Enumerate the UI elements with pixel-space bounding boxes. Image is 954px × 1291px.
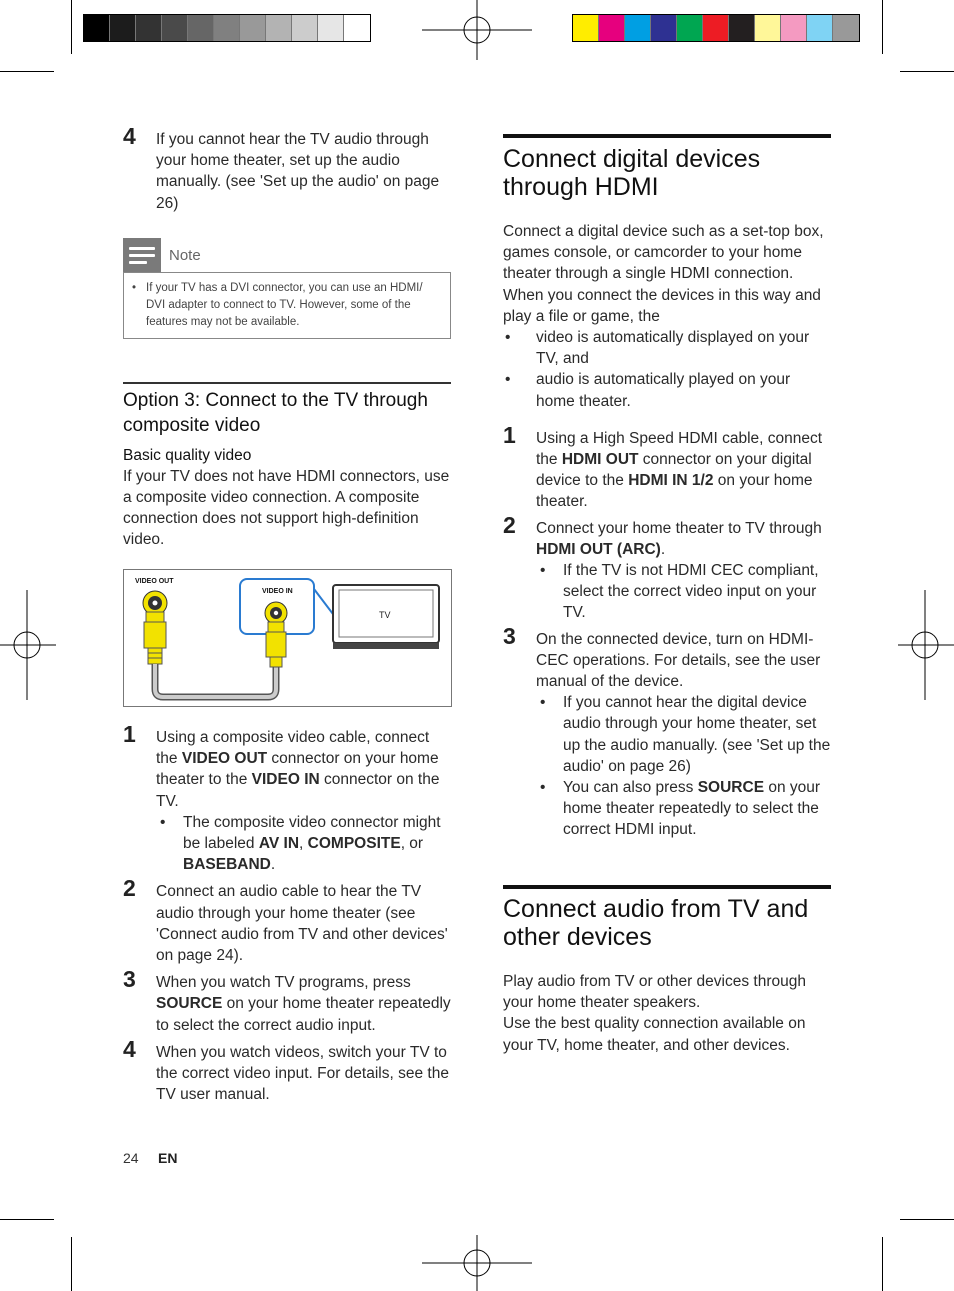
composite-connection-diagram [123, 569, 452, 707]
note-title: Note [169, 246, 201, 264]
sub-text: on your home theater repeatedly to select the correct HDMI input. [563, 779, 821, 839]
bullet: • [540, 562, 546, 580]
video-in-label: VIDEO IN [262, 588, 293, 595]
bold-term: AV IN [258, 835, 300, 853]
tv-label: TV [379, 610, 391, 620]
step-1-sub [156, 812, 453, 876]
registration-mark-right [898, 590, 954, 700]
bold-term: HDMI OUT (ARC) [536, 540, 661, 558]
step-3 [123, 966, 453, 1036]
grayscale-swatch [136, 15, 162, 41]
registration-mark-bottom [422, 1235, 532, 1291]
step-number: 2 [123, 875, 136, 902]
language-code: EN [158, 1150, 178, 1166]
step-text: Using a High Speed HDMI cable, connect the [536, 429, 823, 469]
hdmi-step-3-sub-1 [536, 692, 831, 777]
step-text: connector on your home theater to the [156, 750, 439, 789]
sub-text: . [270, 856, 276, 874]
step-text: If you cannot hear the TV audio through your home theater, set up the audio manually. (see 'Set up the audio' on page 26) [156, 131, 440, 212]
color-swatch [625, 15, 651, 41]
grayscale-swatch [188, 15, 214, 41]
grayscale-swatch [110, 15, 136, 41]
bullet: • [505, 329, 511, 347]
grayscale-swatch [344, 15, 370, 41]
step-text: . [660, 540, 666, 558]
bullet: • [160, 813, 166, 831]
step-text: When you watch TV programs, press [156, 974, 411, 992]
step-text: on your home theater. [536, 472, 813, 511]
bullet: • [132, 282, 137, 294]
option3-intro: If your TV does not have HDMI connectors, use a composite video connection. A composite connection does not support high-definition video. [123, 467, 450, 549]
hdmi-section [503, 134, 831, 841]
hdmi-step-1 [503, 421, 831, 513]
step-text: connector on your digital device to the [536, 451, 812, 490]
step-number: 4 [123, 1035, 136, 1062]
color-swatch [651, 15, 677, 41]
grayscale-swatch-strip [83, 14, 371, 42]
bold-term: HDMI OUT [561, 451, 639, 469]
page-number: 24 [123, 1150, 139, 1166]
note-icon [123, 238, 161, 272]
step-number: 1 [123, 721, 136, 747]
audio-paragraph-2: Use the best quality connection available on your TV, home theater, and other devices. [503, 1015, 806, 1054]
hdmi-step-3 [503, 622, 831, 693]
bold-term: COMPOSITE [307, 835, 401, 853]
sub-text: , [299, 835, 308, 853]
grayscale-swatch [214, 15, 240, 41]
step-number: 1 [503, 421, 516, 448]
note-text: If your TV has a DVI connector, you can use an HDMI/ DVI adapter to connect to TV. However, some of the features may not be available. [146, 282, 423, 328]
grayscale-swatch [292, 15, 318, 41]
color-swatch [833, 15, 859, 41]
bold-term: VIDEO OUT [181, 750, 268, 768]
color-swatch [781, 15, 807, 41]
bullet: • [505, 371, 511, 389]
bullet-text: video is automatically displayed on your TV, and [536, 329, 810, 368]
hdmi-step-3-sub-2 [536, 777, 831, 841]
step-4 [123, 1035, 453, 1106]
option3-subheading: Basic quality video [123, 446, 252, 464]
grayscale-swatch [162, 15, 188, 41]
sub-text: If you cannot hear the digital device audio through your home theater, set up the audio manually. (see 'Set up the audio' on page 26) [563, 694, 831, 775]
bold-term: HDMI IN 1/2 [628, 472, 714, 490]
option3-section [123, 382, 451, 551]
bullet: • [540, 779, 546, 797]
step-1 [123, 721, 453, 812]
step-2 [123, 875, 453, 966]
grayscale-swatch [318, 15, 344, 41]
hdmi-heading: Connect digital devices through HDMI [503, 145, 761, 201]
step-text: Connect your home theater to TV through [536, 519, 822, 537]
color-swatch [755, 15, 781, 41]
sub-text: You can also press [563, 779, 698, 797]
color-swatch [677, 15, 703, 41]
bold-term: SOURCE [156, 995, 223, 1013]
color-swatch-strip [572, 14, 860, 42]
step-number: 2 [503, 511, 516, 538]
step-text: on your home theater repeatedly to select the correct audio input. [156, 995, 451, 1034]
sub-text: The composite video connector might be labeled [183, 813, 441, 853]
hdmi-bullet-1 [503, 327, 831, 369]
bold-term: SOURCE [697, 779, 765, 797]
color-swatch [807, 15, 833, 41]
step-text: connector on the TV. [156, 771, 440, 810]
hdmi-step-2 [503, 511, 831, 560]
step-text: Connect an audio cable to hear the TV audio through your home theater (see 'Connect audio from TV and other devices' on page 24). [156, 883, 448, 965]
step-number: 3 [503, 622, 516, 649]
option3-heading: Option 3: Connect to the TV through composite video [123, 389, 428, 436]
video-out-label: VIDEO OUT [135, 578, 174, 585]
note-box [123, 238, 451, 339]
sub-text: , or [400, 835, 424, 853]
step-text: Using a composite video cable, connect the [156, 729, 430, 768]
audio-heading: Connect audio from TV and other devices [503, 895, 809, 951]
bullet-text: audio is automatically played on your home theater. [536, 371, 791, 410]
bold-term: VIDEO IN [251, 771, 320, 789]
grayscale-swatch [240, 15, 266, 41]
audio-paragraph-1: Play audio from TV or other devices through your home theater speakers. [503, 973, 806, 1012]
sub-text: If the TV is not HDMI CEC compliant, select the correct video input on your TV. [563, 562, 819, 622]
hdmi-step-2-sub [536, 560, 831, 624]
registration-mark-left [0, 590, 56, 700]
step-text: On the connected device, turn on HDMI-CEC operations. For details, see the user manual of the device. [536, 630, 821, 691]
audio-section [503, 885, 831, 1056]
grayscale-swatch [266, 15, 292, 41]
hdmi-intro: Connect a digital device such as a set-top box, games console, or camcorder to your home theater through a single HDMI connection. When you connect the devices in this way and play a file or game, the [503, 223, 824, 325]
color-swatch [599, 15, 625, 41]
left-steps [123, 721, 453, 1105]
grayscale-swatch [84, 15, 110, 41]
color-swatch [729, 15, 755, 41]
bullet: • [540, 694, 546, 712]
registration-mark-top [422, 0, 532, 60]
step-text: When you watch videos, switch your TV to the correct video input. For details, see the TV user manual. [156, 1043, 449, 1104]
hdmi-bullet-2 [503, 369, 831, 411]
bold-term: BASEBAND [183, 856, 271, 874]
note-body [123, 272, 451, 339]
color-swatch [573, 15, 599, 41]
left-step-4-top [123, 123, 453, 214]
color-swatch [703, 15, 729, 41]
step-number: 4 [123, 123, 136, 149]
step-number: 3 [123, 966, 136, 993]
